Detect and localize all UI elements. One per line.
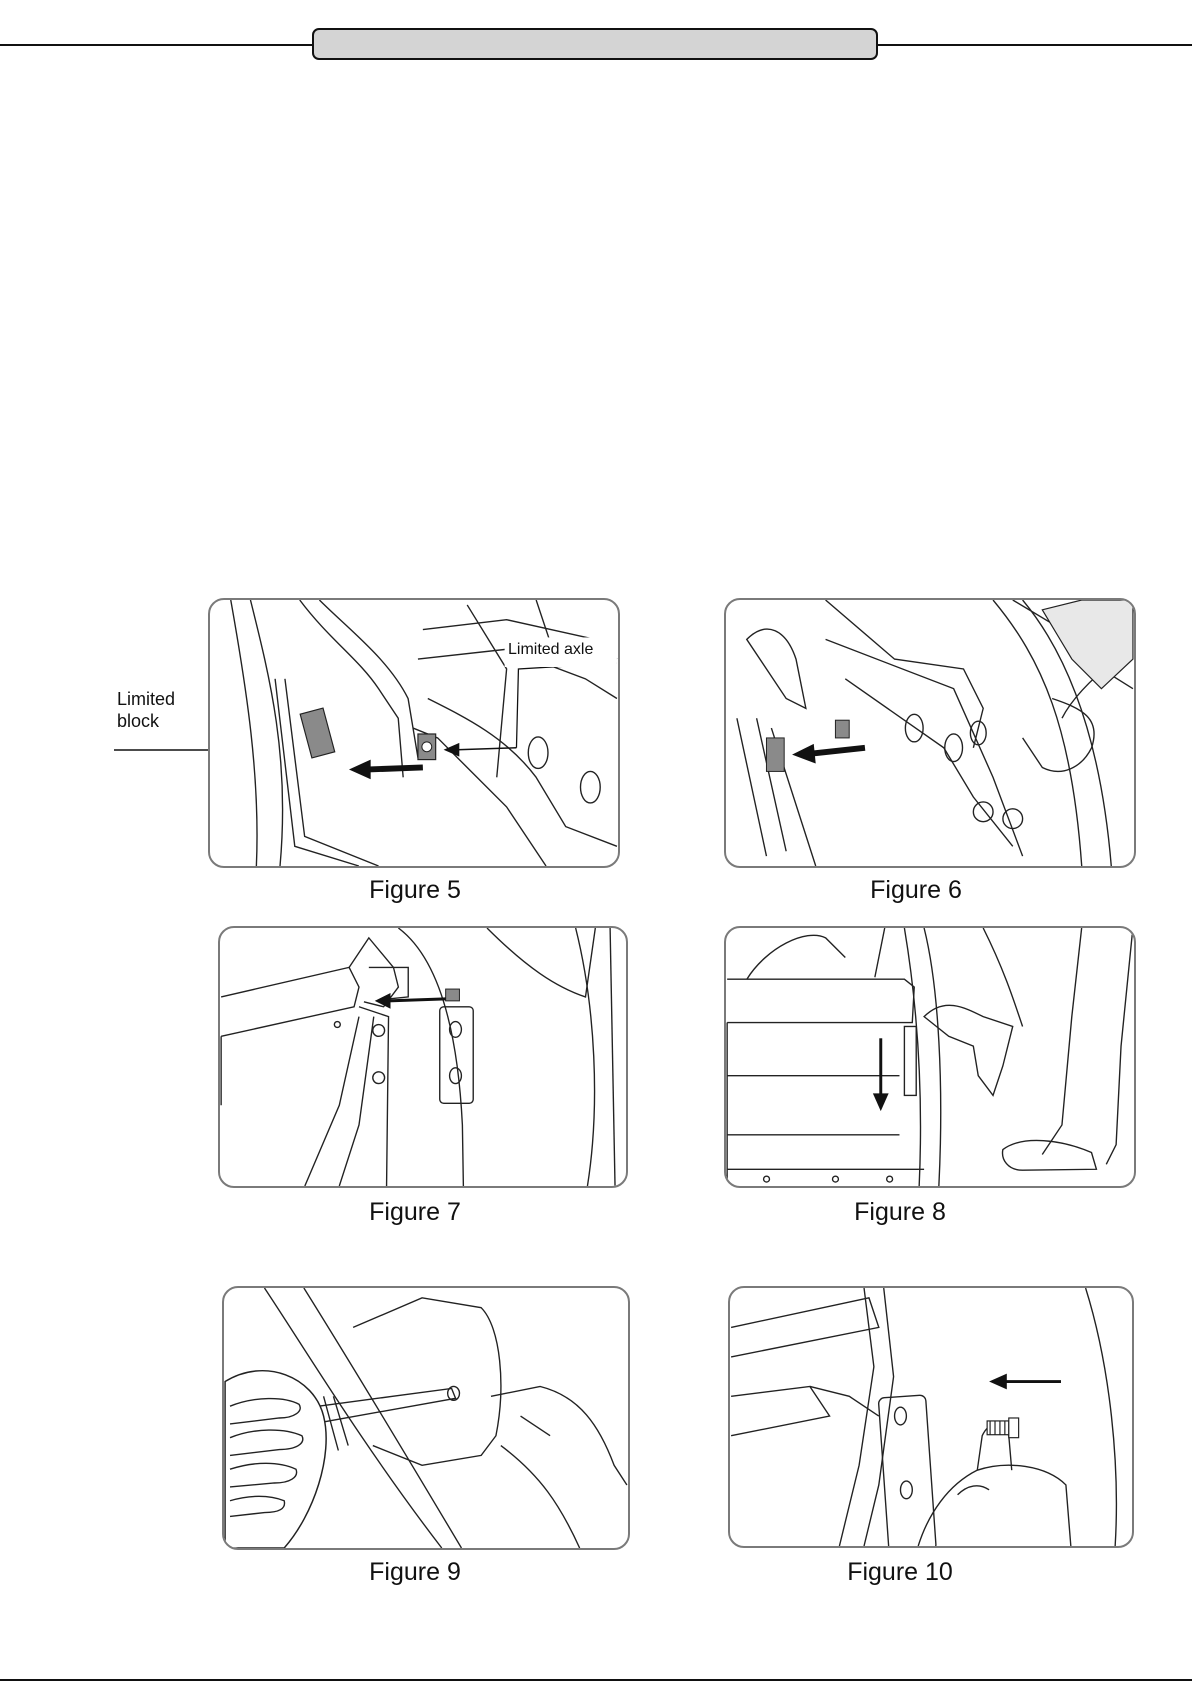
footer-rule (0, 1679, 1192, 1681)
figure-6-illustration (724, 598, 1136, 868)
figure-9-caption: Figure 9 (369, 1558, 461, 1586)
figure-10-caption: Figure 10 (847, 1558, 953, 1586)
callout-limited-block (117, 688, 175, 732)
callout-limited-block-line2: block (117, 711, 160, 731)
figure-6-caption: Figure 6 (870, 876, 962, 904)
figure-9-illustration (222, 1286, 630, 1550)
figure-10-illustration (728, 1286, 1134, 1548)
figure-8-caption: Figure 8 (854, 1198, 946, 1226)
callout-limited-axle: Limited axle (508, 641, 594, 658)
figure-7-caption: Figure 7 (369, 1198, 461, 1226)
figure-7-illustration (218, 926, 628, 1188)
callout-limited-block-line1: Limited (117, 689, 176, 709)
figure-5-caption: Figure 5 (369, 876, 461, 904)
figure-8-illustration (724, 926, 1136, 1188)
header-title-bar (312, 28, 878, 60)
